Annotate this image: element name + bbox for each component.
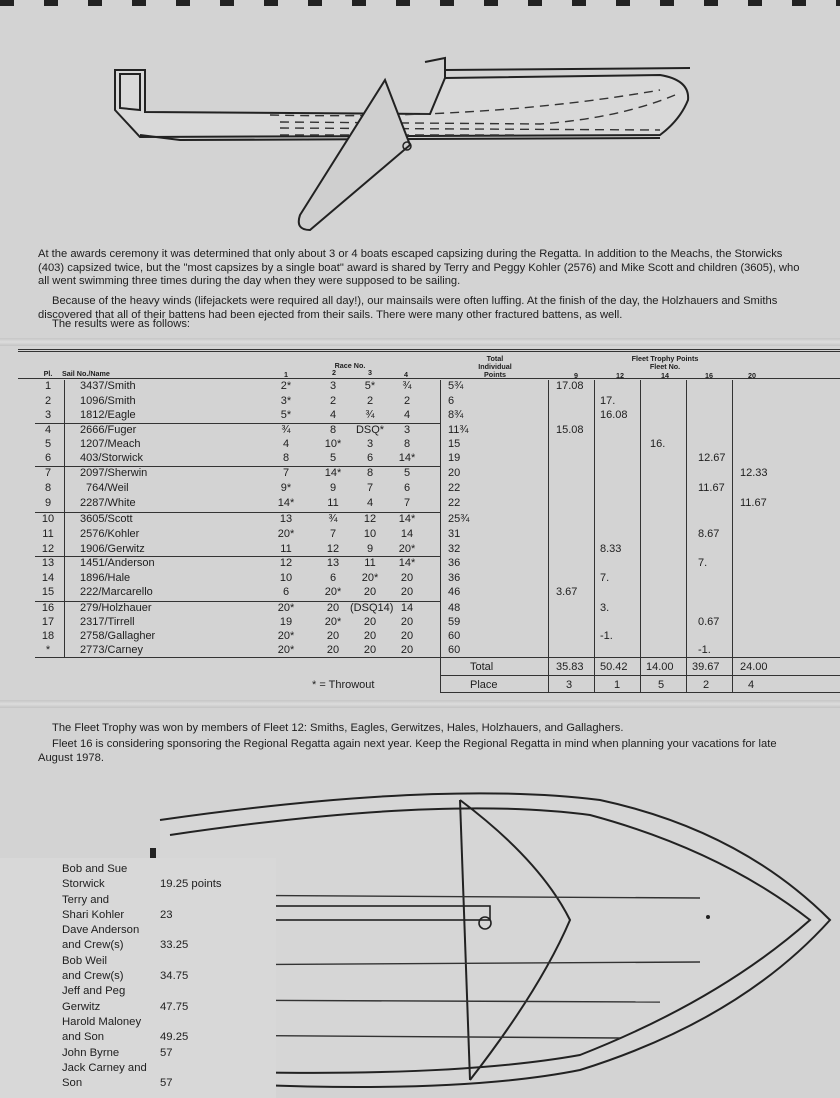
race-2-cell: 3: [329, 380, 337, 392]
sail-name-cell: 2666/Fuger: [80, 424, 137, 436]
race-2-cell: 4: [329, 409, 337, 421]
sail-name-cell: 1207/Meach: [80, 438, 141, 450]
fleet-12-points-cell: 8.33: [600, 543, 622, 555]
race-2-cell: 11: [327, 497, 339, 509]
total-points-cell: 8¾: [448, 409, 464, 421]
header-fleet-9: 9: [574, 371, 578, 380]
race-4-cell: 14*: [398, 557, 416, 569]
race-3-cell: 4: [366, 497, 374, 509]
sail-name-cell: 2287/White: [80, 497, 136, 509]
race-3-cell: DSQ*: [355, 424, 385, 436]
race-4-cell: 20: [400, 644, 414, 656]
race-1-cell: 5*: [280, 409, 292, 421]
fleet-total-20: 24.00: [740, 661, 768, 673]
total-points-cell: 36: [448, 572, 461, 584]
race-2-cell: 14*: [324, 467, 342, 479]
fleet-place-14: 5: [658, 679, 665, 691]
list-item-name: and Crew(s): [62, 939, 124, 952]
list-item: [62, 923, 147, 938]
place-cell: 10: [41, 513, 55, 525]
fleet-16-points-cell: 8.67: [698, 528, 720, 540]
list-item-name: Dave Anderson: [62, 924, 140, 937]
sail-name-cell: 2576/Kohler: [80, 528, 140, 540]
list-item-value: 47.75: [160, 1000, 189, 1013]
race-3-cell: 12: [363, 513, 377, 525]
place-cell: 5: [44, 438, 52, 450]
list-item-name: Jeff and Peg: [62, 985, 126, 998]
race-3-cell: 9: [366, 543, 374, 555]
fleet-12-points-cell: 17.: [600, 395, 616, 407]
fleet-12-points-cell: -1.: [600, 630, 613, 642]
race-1-cell: 3*: [280, 395, 292, 407]
place-cell: 18: [41, 630, 55, 642]
race-1-cell: 8: [282, 452, 290, 464]
race-2-cell: 20: [326, 630, 340, 642]
place-cell: 2: [44, 395, 52, 407]
total-points-cell: 60: [448, 630, 461, 642]
race-2-cell: 7: [329, 528, 337, 540]
list-item-name: Jack Carney and: [62, 1061, 147, 1074]
race-1-cell: 20*: [277, 644, 295, 656]
sail-name-cell: 403/Storwick: [80, 452, 143, 464]
list-item-name: Storwick: [62, 878, 105, 891]
race-1-cell: 13: [279, 513, 293, 525]
fleet-total-9: 35.83: [556, 661, 584, 673]
place-cell: 12: [41, 543, 55, 555]
list-item-name: Terry and: [62, 893, 110, 906]
race-3-cell: 6: [366, 452, 374, 464]
total-points-cell: 5¾: [448, 380, 464, 392]
fleet-16-points-cell: -1.: [698, 644, 711, 656]
total-points-cell: 25¾: [448, 513, 470, 525]
race-4-cell: 2: [403, 395, 411, 407]
total-points-cell: 60: [448, 644, 461, 656]
race-2-cell: 20: [326, 644, 340, 656]
list-item: [62, 938, 189, 953]
list-item-name: Son: [62, 1077, 83, 1090]
sail-name-cell: 3437/Smith: [80, 380, 136, 392]
place-cell: 3: [44, 409, 52, 421]
fleet-place-9: 3: [566, 679, 573, 691]
total-points-cell: 46: [448, 586, 461, 598]
total-points-cell: 32: [448, 543, 461, 555]
list-item: [62, 893, 147, 908]
header-fleet-2: Fleet No.: [649, 362, 681, 371]
fleet-20-points-cell: 11.67: [740, 497, 767, 509]
fleet-20-points-cell: 12.33: [740, 467, 768, 479]
fleet-total-16: 39.67: [692, 661, 720, 673]
race-4-cell: 14*: [398, 452, 416, 464]
total-points-cell: 20: [448, 467, 461, 479]
header-sail: Sail No./Name: [62, 369, 110, 378]
total-points-cell: 36: [448, 557, 461, 569]
race-3-cell: 7: [366, 482, 374, 494]
place-cell: 6: [44, 452, 52, 464]
place-cell: 1: [44, 380, 52, 392]
race-4-cell: 4: [403, 409, 411, 421]
total-points-cell: 22: [448, 482, 461, 494]
race-4-cell: 14: [400, 528, 414, 540]
race-1-cell: 14*: [277, 497, 295, 509]
list-item: [62, 877, 222, 892]
race-1-cell: 10: [279, 572, 293, 584]
fleet-12-points-cell: 3.: [600, 602, 610, 614]
place-cell: 7: [44, 467, 52, 479]
total-points-cell: 15: [448, 438, 461, 450]
race-2-cell: 2: [329, 395, 337, 407]
race-2-cell: 6: [329, 572, 337, 584]
list-item-name: Shari Kohler: [62, 908, 125, 921]
list-item: [62, 1015, 147, 1030]
race-2-cell: 9: [329, 482, 337, 494]
header-total-3: Points: [484, 370, 506, 379]
list-item-name: Gerwitz: [62, 1000, 101, 1013]
header-pl: Pl.: [43, 369, 53, 378]
race-4-cell: 6: [403, 482, 411, 494]
header-fleet-14: 14: [661, 371, 669, 380]
list-item-value: 19.25 points: [160, 878, 222, 891]
race-3-cell: 20*: [361, 572, 379, 584]
race-1-cell: 12: [279, 557, 293, 569]
intro-paragraph-3: The results were as follows:: [52, 318, 191, 330]
race-4-cell: 3: [403, 424, 411, 436]
list-item: [62, 1046, 173, 1061]
race-3-cell: 20: [363, 630, 377, 642]
list-item-value: 49.25: [160, 1031, 189, 1044]
list-item-value: 33.25: [160, 939, 189, 952]
header-fleet-20: 20: [748, 371, 756, 380]
list-item-name: Harold Maloney: [62, 1015, 142, 1028]
list-item: [62, 954, 147, 969]
fleet-place-16: 2: [703, 679, 710, 691]
race-2-cell: 5: [329, 452, 337, 464]
header-fleet-1: Fleet Trophy Points: [631, 354, 699, 363]
race-1-cell: 20*: [277, 630, 295, 642]
race-1-cell: 2*: [280, 380, 292, 392]
sail-name-cell: 3605/Scott: [80, 513, 133, 525]
race-4-cell: 20: [400, 586, 414, 598]
fleet-9-points-cell: 3.67: [556, 586, 578, 598]
list-item: [62, 1000, 189, 1015]
race-3-cell: 2: [366, 395, 374, 407]
list-item: [62, 862, 147, 877]
page-fold: [0, 700, 840, 708]
header-fleet-16: 16: [705, 371, 713, 380]
sail-name-cell: 2097/Sherwin: [80, 467, 148, 479]
fleet-16-points-cell: 12.67: [698, 452, 726, 464]
race-2-cell: 8: [329, 424, 337, 436]
place-cell: 8: [44, 482, 52, 494]
race-4-cell: 14: [400, 602, 414, 614]
list-item-value: 23: [160, 908, 173, 921]
fleet-total-label: Total: [470, 661, 494, 673]
race-4-cell: 5: [403, 467, 411, 479]
total-points-cell: 59: [448, 616, 461, 628]
outro-paragraph-1: The Fleet Trophy was won by members of Fleet 12: Smiths, Eagles, Gerwitzes, Hales, Holzhauers, and Gallaghers.: [52, 722, 624, 734]
race-3-cell: 11: [364, 557, 376, 569]
race-3-cell: 8: [366, 467, 374, 479]
sail-name-cell: 1896/Hale: [80, 572, 131, 584]
list-item: [62, 969, 189, 984]
list-item-name: John Byrne: [62, 1046, 120, 1059]
list-item: [62, 908, 173, 923]
list-item-value: 57: [160, 1046, 173, 1059]
total-points-cell: 11¾: [448, 424, 469, 436]
race-2-cell: ¾: [328, 513, 338, 525]
race-1-cell: 9*: [280, 482, 292, 494]
sail-name-cell: 1451/Anderson: [80, 557, 155, 569]
race-3-cell: 3: [366, 438, 374, 450]
place-cell: 11: [42, 528, 54, 540]
fleet-16-points-cell: 0.67: [698, 616, 720, 628]
fleet-16-points-cell: 11.67: [698, 482, 725, 494]
total-points-cell: 48: [448, 602, 461, 614]
sail-name-cell: 279/Holzhauer: [80, 602, 152, 614]
list-item-value: 57: [160, 1077, 173, 1090]
list-item: [62, 984, 147, 999]
race-1-cell: 11: [280, 543, 292, 555]
fleet-place-20: 4: [748, 679, 755, 691]
race-3-cell: 20: [363, 586, 377, 598]
sail-name-cell: 222/Marcarello: [80, 586, 153, 598]
total-points-cell: 22: [448, 497, 461, 509]
list-item-value: 34.75: [160, 970, 189, 983]
intro-paragraph-1: At the awards ceremony it was determined that only about 3 or 4 boats escaped capsizing during the Regatta. In addition to the Meachs, the Storwicks (403) capsized twice, but the "most capsizes by a single boat" award is shared by Terry and Peggy Kohler (2576) and Mike Scott and children (3605), who all went swimming three times during the day when they were supposed to be sailing.: [38, 248, 800, 288]
fleet-14-points-cell: 16.: [650, 438, 666, 450]
place-cell: 17: [41, 616, 55, 628]
list-item: [62, 1061, 147, 1076]
fleet-16-points-cell: 7.: [698, 557, 708, 569]
place-cell: *: [45, 644, 51, 656]
fleet-9-points-cell: 15.08: [556, 424, 584, 436]
race-3-cell: 10: [363, 528, 377, 540]
throwout-note: * = Throwout: [312, 679, 375, 691]
list-item-name: Bob and Sue: [62, 863, 128, 875]
race-3-cell: 20: [363, 644, 377, 656]
race-3-cell: 5*: [364, 380, 376, 392]
fleet-12-points-cell: 7.: [600, 572, 610, 584]
header-race-2: 2: [332, 368, 336, 377]
race-2-cell: 12: [326, 543, 340, 555]
header-race-no: Race No.: [334, 361, 366, 370]
race-1-cell: ¾: [281, 424, 291, 436]
race-4-cell: 20: [400, 630, 414, 642]
fleet-total-14: 14.00: [646, 661, 674, 673]
list-item: [62, 1030, 189, 1045]
sail-name-cell: 1906/Gerwitz: [80, 543, 145, 555]
total-points-cell: 31: [448, 528, 461, 540]
race-4-cell: 8: [403, 438, 411, 450]
race-2-cell: 10*: [324, 438, 342, 450]
total-points-cell: 6: [448, 395, 455, 407]
fleet-9-points-cell: 17.08: [556, 380, 584, 392]
fleet-12-points-cell: 16.08: [600, 409, 628, 421]
results-list: [62, 862, 222, 1091]
fleet-place-label: Place: [470, 679, 498, 691]
race-4-cell: 20: [400, 616, 414, 628]
outro-paragraph-2: Fleet 16 is considering sponsoring the Regional Regatta again next year. Keep the Regional Regatta in mind when planning your vacations for late August 1978.: [38, 738, 777, 764]
race-2-cell: 13: [326, 557, 340, 569]
place-cell: 4: [44, 424, 52, 436]
place-cell: 9: [44, 497, 52, 509]
place-cell: 14: [41, 572, 55, 584]
race-4-cell: 7: [403, 497, 411, 509]
race-1-cell: 7: [282, 467, 290, 479]
sail-name-cell: 764/Weil: [86, 482, 129, 494]
list-item-name: and Son: [62, 1031, 105, 1044]
race-2-cell: 20: [326, 602, 340, 614]
race-4-cell: 14*: [398, 513, 416, 525]
place-cell: 15: [41, 586, 55, 598]
intro-paragraph-2: Because of the heavy winds (lifejackets were required all day!), our mainsails were often luffing. At the finish of the day, the Holzhauers and Smiths discovered that all of their battens had been ejected from their sails. There were many other fractured battens, as well.: [38, 295, 778, 321]
header-total-2: Individual: [478, 362, 512, 371]
header-race-4: 4: [404, 370, 408, 379]
header-race-1: 1: [284, 370, 288, 379]
race-1-cell: 20*: [277, 528, 295, 540]
race-2-cell: 20*: [324, 616, 342, 628]
race-3-cell: (DSQ14): [350, 602, 394, 614]
sail-name-cell: 1096/Smith: [80, 395, 136, 407]
header-total-1: Total: [486, 354, 504, 363]
race-2-cell: 20*: [324, 586, 342, 598]
sail-name-cell: 2758/Gallagher: [80, 630, 156, 642]
place-cell: 13: [41, 557, 55, 569]
sail-name-cell: 2773/Carney: [80, 644, 143, 656]
fleet-place-12: 1: [614, 679, 621, 691]
race-1-cell: 19: [279, 616, 293, 628]
race-4-cell: 20*: [398, 543, 416, 555]
total-points-cell: 19: [448, 452, 461, 464]
race-1-cell: 20*: [277, 602, 295, 614]
list-item-name: and Crew(s): [62, 970, 124, 983]
place-cell: 16: [41, 602, 55, 614]
list-item-name: Bob Weil: [62, 954, 107, 967]
sail-name-cell: 1812/Eagle: [80, 409, 136, 421]
header-fleet-12: 12: [616, 371, 624, 380]
race-1-cell: 4: [282, 438, 290, 450]
header-race-3: 3: [368, 368, 372, 377]
sail-name-cell: 2317/Tirrell: [80, 616, 135, 628]
fleet-total-12: 50.42: [600, 661, 628, 673]
race-4-cell: 20: [400, 572, 414, 584]
race-3-cell: 20: [363, 616, 377, 628]
race-1-cell: 6: [282, 586, 290, 598]
race-3-cell: ¾: [365, 409, 375, 421]
race-4-cell: ¾: [402, 380, 412, 392]
list-item: [62, 1076, 173, 1091]
